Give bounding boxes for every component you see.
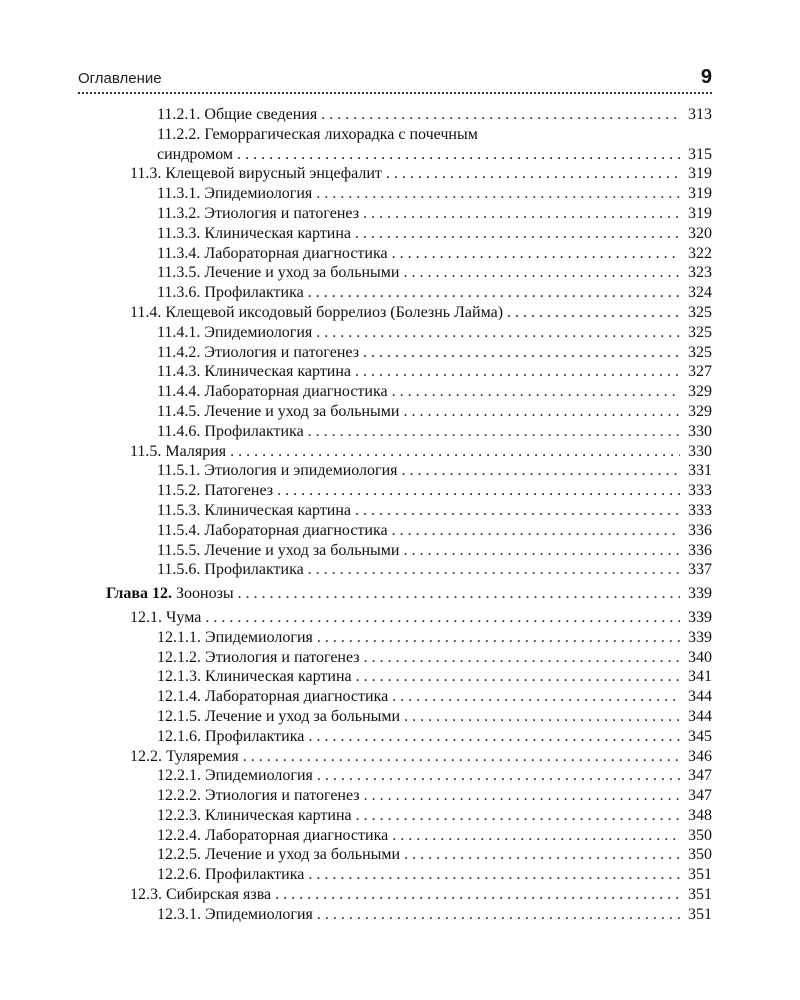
- toc-entry-number: 11.3.1.: [157, 185, 201, 203]
- toc-entry-title: Этиология и эпидемиология: [204, 462, 398, 480]
- dot-leader: [238, 584, 680, 604]
- toc-entry-title: Профилактика: [205, 727, 305, 745]
- dot-leader: [356, 806, 680, 826]
- toc-entry-number: 12.2.1.: [157, 767, 201, 785]
- toc-entry: [100, 164, 712, 184]
- toc-entry: [100, 845, 712, 865]
- toc-entry-title: Профилактика: [204, 422, 304, 440]
- toc-entry-title: Этиология и патогенез: [205, 787, 360, 805]
- toc-entry-page: 339: [688, 628, 712, 646]
- toc-entry-title: Лечение и уход за больными: [204, 402, 400, 420]
- toc-entry-title: Туляремия: [166, 747, 239, 765]
- dot-leader: [317, 905, 680, 925]
- toc-entry-title: Клещевой иксодовый боррелиоз (Болезнь Лайма): [165, 303, 504, 321]
- toc-entry: [100, 303, 712, 323]
- toc-entry-page: 346: [688, 747, 712, 765]
- toc-entry: [100, 402, 712, 422]
- toc-entry-title: Лечение и уход за больными: [204, 541, 400, 559]
- toc-entry-page: 325: [688, 303, 712, 321]
- dot-leader: [308, 422, 680, 442]
- toc-entry-page: 323: [688, 264, 712, 282]
- toc-entry-number: 11.4.: [130, 303, 162, 321]
- dot-leader: [363, 343, 680, 363]
- toc-entry: [100, 885, 712, 905]
- dot-leader: [243, 747, 680, 767]
- toc-entry-number: 11.4.2.: [157, 343, 201, 361]
- toc-entry: [100, 442, 712, 462]
- toc-entry-title: Малярия: [165, 442, 227, 460]
- dot-leader: [364, 786, 680, 806]
- dot-leader: [507, 303, 680, 323]
- toc-entry-title: Лабораторная диагностика: [204, 383, 388, 401]
- dot-leader: [205, 608, 680, 628]
- toc-entry-page: 351: [688, 905, 712, 923]
- toc-entry-page: 330: [688, 422, 712, 440]
- toc-entry: [100, 727, 712, 747]
- toc-entry-number: 12.1.: [130, 608, 162, 626]
- toc-entry-page: 351: [688, 866, 712, 884]
- toc-entry-title: Клиническая картина: [205, 806, 352, 824]
- dot-leader: [404, 541, 681, 561]
- toc-entry: [100, 766, 712, 786]
- toc-entry-number: 11.5.3.: [157, 501, 201, 519]
- toc-entry-number: 12.1.5.: [157, 707, 201, 725]
- toc-entry-page: 325: [688, 343, 712, 361]
- toc-entry-number: 12.2.: [130, 747, 162, 765]
- toc-entry-title: Сибирская язва: [166, 886, 272, 904]
- toc-entry-number: 11.3.4.: [157, 244, 201, 262]
- toc-entry-page: 350: [688, 846, 712, 864]
- dot-leader: [404, 707, 680, 727]
- toc-entry: [100, 382, 712, 402]
- dot-leader: [392, 244, 680, 264]
- dot-leader: [317, 628, 680, 648]
- toc-entry-page: 345: [688, 727, 712, 745]
- toc-entry-page: 313: [688, 106, 712, 123]
- toc-entry-page: 336: [688, 541, 712, 559]
- toc-entry-continuation: [100, 145, 712, 165]
- toc-entry-title: Лечение и уход за больными: [205, 707, 401, 725]
- toc-entry-page: 344: [688, 707, 712, 725]
- toc-entry-title: Профилактика: [204, 284, 304, 302]
- dot-leader: [392, 382, 680, 402]
- toc-entry: [100, 687, 712, 707]
- toc-entry: [100, 422, 712, 442]
- toc-entry-number: 11.2.2.: [157, 125, 201, 143]
- dot-leader: [355, 501, 680, 521]
- toc-entry-title: Клиническая картина: [204, 224, 352, 242]
- toc-entry-page: 347: [688, 767, 712, 785]
- toc-entry-number: 11.5.4.: [157, 521, 201, 539]
- toc-entry-number: 11.3.3.: [157, 224, 201, 242]
- toc-entry-page: 330: [688, 442, 712, 460]
- toc-entry-page: 348: [688, 806, 712, 824]
- toc-entry: [100, 184, 712, 204]
- dot-leader: [237, 145, 680, 165]
- table-of-contents: [100, 105, 712, 925]
- toc-entry-page: 336: [688, 521, 712, 539]
- toc-entry: [100, 263, 712, 283]
- toc-entry: [100, 628, 712, 648]
- toc-entry-number: 12.1.6.: [157, 727, 201, 745]
- dot-leader: [230, 442, 680, 462]
- toc-entry-title: Эпидемиология: [204, 185, 313, 203]
- toc-entry-title-continuation: синдромом: [157, 145, 234, 163]
- toc-entry: [100, 747, 712, 767]
- toc-entry-title: Геморрагическая лихорадка с почечным: [204, 125, 478, 143]
- toc-entry-number: 11.2.1.: [157, 106, 201, 123]
- dot-leader: [386, 164, 680, 184]
- toc-entry-title: Лабораторная диагностика: [205, 826, 389, 844]
- toc-entry-number: 12.2.3.: [157, 806, 201, 824]
- toc-entry: [100, 481, 712, 501]
- toc-entry: [100, 905, 712, 925]
- toc-entry-number: 11.5.5.: [157, 541, 201, 559]
- dot-leader: [317, 766, 680, 786]
- dot-leader: [316, 323, 680, 343]
- dot-leader: [277, 481, 680, 501]
- toc-entry: [100, 648, 712, 668]
- toc-entry-title: Лабораторная диагностика: [204, 244, 388, 262]
- dot-leader: [321, 105, 680, 125]
- toc-entry-page: 333: [688, 482, 712, 500]
- toc-entry-number: 12.3.: [130, 886, 162, 904]
- dot-leader: [275, 885, 680, 905]
- toc-entry-page: 344: [688, 688, 712, 706]
- toc-entry-title: Этиология и патогенез: [204, 204, 360, 222]
- dot-leader: [363, 204, 680, 224]
- toc-entry-page: 350: [688, 826, 712, 844]
- dot-leader: [404, 845, 680, 865]
- toc-entry-page: 351: [688, 886, 712, 904]
- toc-entry-number: 11.3.5.: [157, 264, 201, 282]
- toc-entry-title: Лечение и уход за больными: [205, 846, 401, 864]
- toc-entry: [100, 244, 712, 264]
- toc-entry-number: 11.3.6.: [157, 284, 201, 302]
- dot-leader: [308, 283, 680, 303]
- toc-entry-title: Эпидемиология: [205, 767, 313, 785]
- toc-entry-page: 319: [688, 204, 712, 222]
- toc-entry-number: 12.3.1.: [157, 905, 201, 923]
- toc-entry-number: 11.5.: [130, 442, 162, 460]
- toc-entry-page: 322: [688, 244, 712, 262]
- toc-entry-title: Этиология и патогенез: [204, 343, 360, 361]
- dot-leader: [308, 560, 680, 580]
- dot-leader: [404, 263, 681, 283]
- toc-entry-number: 11.3.2.: [157, 204, 201, 222]
- toc-entry-page: 340: [688, 648, 712, 666]
- toc-entry: [100, 362, 712, 382]
- toc-entry-page: 319: [688, 185, 712, 203]
- toc-entry-number: 12.2.6.: [157, 866, 201, 884]
- toc-entry: [100, 786, 712, 806]
- toc-entry-title: Клиническая картина: [204, 501, 352, 519]
- toc-entry-title: Этиология и патогенез: [205, 648, 360, 666]
- toc-entry: [100, 204, 712, 224]
- toc-entry: [100, 608, 712, 628]
- toc-entry: [100, 125, 712, 145]
- toc-entry-number: 11.4.5.: [157, 402, 201, 420]
- toc-entry-number: 12.1.4.: [157, 688, 201, 706]
- toc-entry-number: 12.1.1.: [157, 628, 201, 646]
- toc-entry: [100, 806, 712, 826]
- toc-entry-page: 333: [688, 501, 712, 519]
- toc-entry-number: 11.5.2.: [157, 482, 201, 500]
- toc-entry-page: 337: [688, 561, 712, 579]
- toc-entry-number: 11.4.4.: [157, 383, 201, 401]
- dot-leader: [402, 461, 680, 481]
- dot-leader: [308, 727, 680, 747]
- toc-entry-title: Эпидемиология: [205, 905, 313, 923]
- toc-entry-title: Патогенез: [204, 482, 274, 500]
- toc-entry: [100, 501, 712, 521]
- toc-entry-page: 324: [688, 284, 712, 302]
- toc-entry-number: 12.2.4.: [157, 826, 201, 844]
- chapter-number: Глава 12.: [106, 585, 172, 603]
- toc-entry-title: Профилактика: [205, 866, 305, 884]
- chapter-title: Зоонозы: [176, 585, 234, 603]
- toc-entry-number: 11.4.1.: [157, 323, 201, 341]
- toc-entry: [100, 826, 712, 846]
- dot-leader: [316, 184, 680, 204]
- toc-entry-page: 319: [688, 165, 712, 183]
- toc-entry: [100, 105, 712, 125]
- dot-leader: [355, 224, 680, 244]
- toc-entry: [100, 283, 712, 303]
- toc-entry-page: 320: [688, 224, 712, 242]
- toc-entry: [100, 865, 712, 885]
- toc-entry-title: Эпидемиология: [205, 628, 313, 646]
- toc-entry-number: 12.1.3.: [157, 668, 201, 686]
- toc-entry: [100, 521, 712, 541]
- toc-entry-page: 315: [688, 145, 712, 163]
- toc-entry-number: 12.2.5.: [157, 846, 201, 864]
- toc-entry: [100, 541, 712, 561]
- running-header: [78, 66, 712, 94]
- dot-leader: [392, 687, 680, 707]
- dot-leader: [364, 648, 680, 668]
- toc-entry: [100, 323, 712, 343]
- toc-entry-title: Лечение и уход за больными: [204, 264, 400, 282]
- toc-entry: [100, 667, 712, 687]
- toc-entry: [100, 461, 712, 481]
- toc-entry-title: Чума: [166, 608, 202, 626]
- toc-entry-page: 339: [688, 608, 712, 626]
- toc-entry-number: 11.4.6.: [157, 422, 201, 440]
- toc-entry-page: 327: [688, 363, 712, 381]
- dot-leader: [355, 362, 680, 382]
- toc-entry-title: Профилактика: [204, 561, 304, 579]
- dot-leader: [308, 865, 680, 885]
- dot-leader: [392, 826, 680, 846]
- dot-leader: [356, 667, 680, 687]
- toc-entry-title: Эпидемиология: [204, 323, 313, 341]
- toc-entry-number: 11.4.3.: [157, 363, 201, 381]
- running-header-title: Оглавление: [78, 70, 162, 87]
- toc-entry: [100, 707, 712, 727]
- page-number: 9: [700, 66, 712, 88]
- toc-entry-page: 339: [688, 585, 712, 603]
- toc-entry-number: 11.3.: [130, 165, 162, 183]
- toc-entry-page: 331: [688, 462, 712, 480]
- toc-entry-number: 12.1.2.: [157, 648, 201, 666]
- toc-entry-title: Клиническая картина: [205, 668, 352, 686]
- toc-entry-number: 11.5.6.: [157, 561, 201, 579]
- toc-entry-title: Клиническая картина: [204, 363, 352, 381]
- toc-entry-number: 11.5.1.: [157, 462, 201, 480]
- toc-entry-page: 341: [688, 668, 712, 686]
- toc-entry-number: 12.2.2.: [157, 787, 201, 805]
- toc-entry-page: 325: [688, 323, 712, 341]
- toc-entry-title: Лабораторная диагностика: [205, 688, 389, 706]
- toc-entry-title: Лабораторная диагностика: [204, 521, 388, 539]
- toc-entry: [100, 343, 712, 363]
- toc-entry-page: 329: [688, 383, 712, 401]
- toc-entry-title: Клещевой вирусный энцефалит: [165, 165, 382, 183]
- toc-entry-title: Общие сведения: [204, 106, 318, 123]
- toc-entry: [100, 224, 712, 244]
- toc-entry: [100, 560, 712, 580]
- toc-entry-page: 347: [688, 787, 712, 805]
- dot-leader: [404, 402, 681, 422]
- toc-entry-page: 329: [688, 402, 712, 420]
- toc-chapter-entry: [100, 584, 712, 604]
- dot-leader: [392, 521, 680, 541]
